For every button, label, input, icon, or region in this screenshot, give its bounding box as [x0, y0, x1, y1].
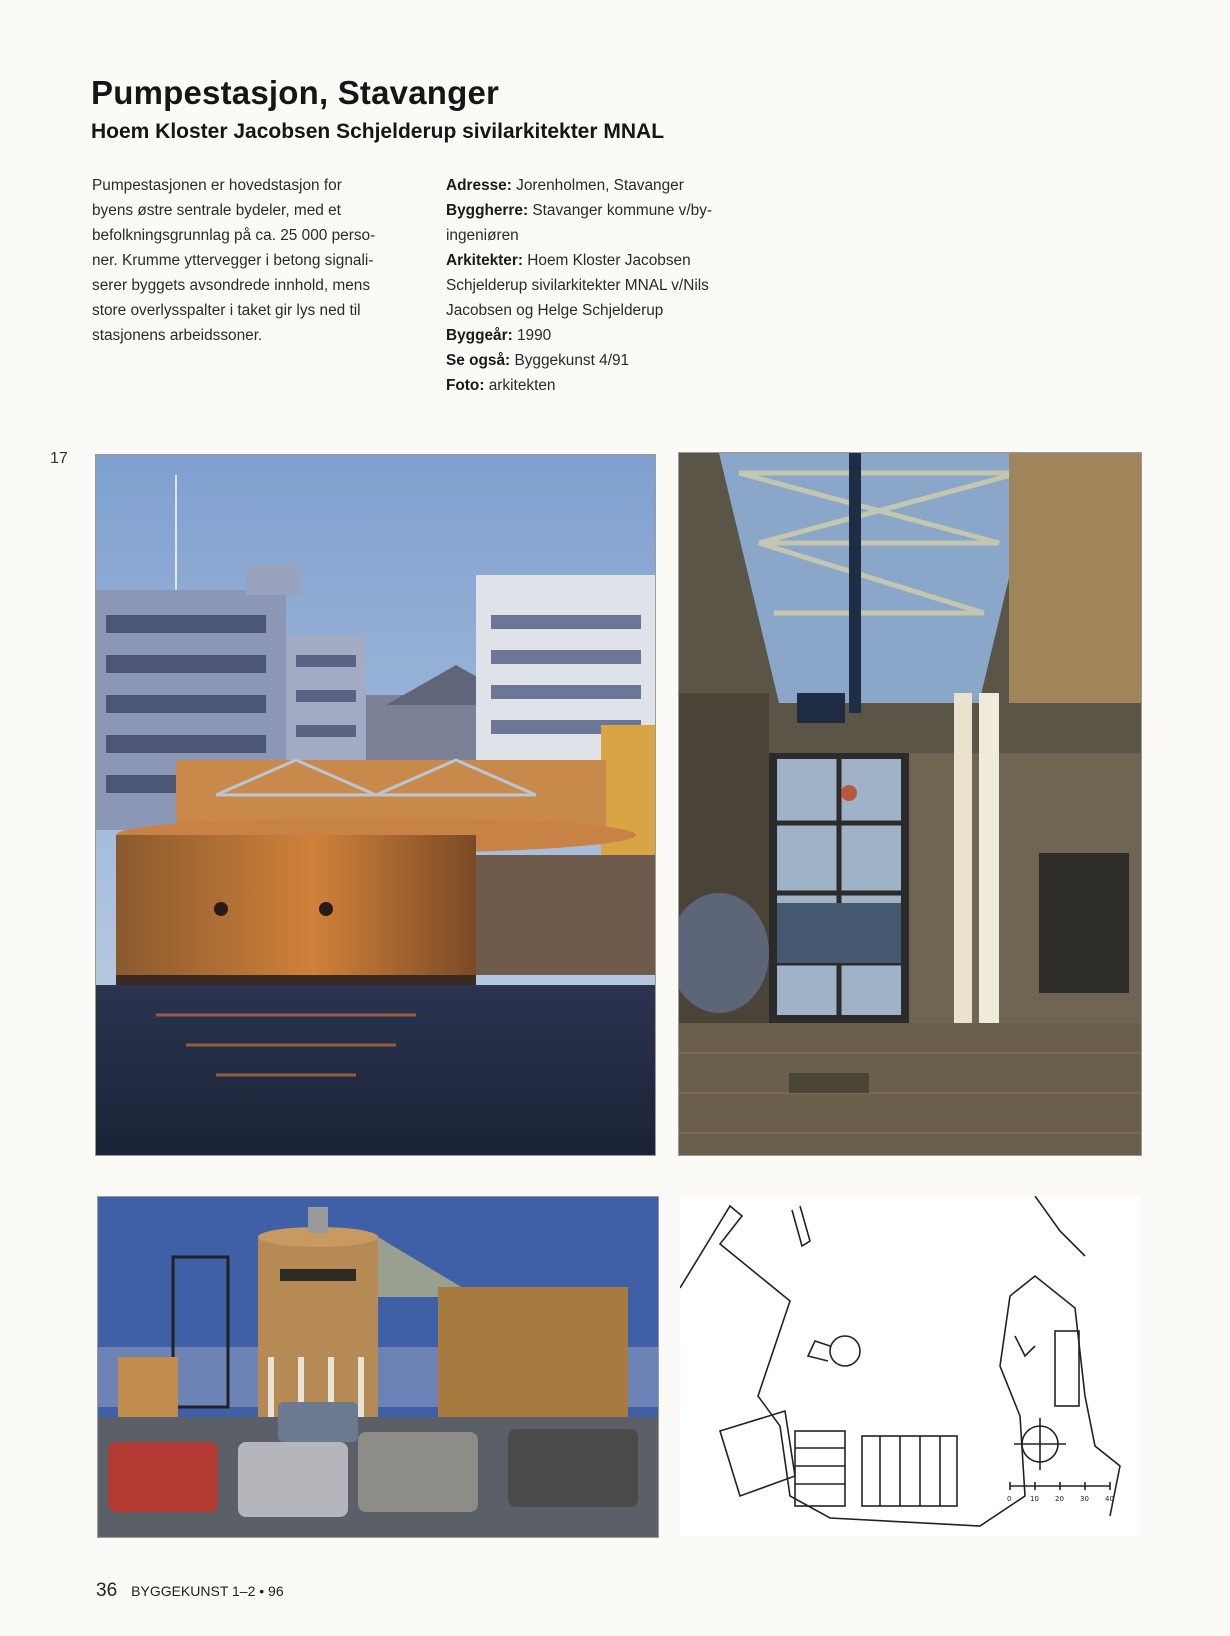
fact-see-also	[446, 348, 766, 373]
fact-address	[446, 173, 766, 198]
site-plan-svg	[680, 1196, 1140, 1536]
page-number: 36	[96, 1580, 118, 1601]
fact-client-cont: ingeniøren	[446, 227, 519, 244]
fact-value: Stavanger kommune v/by-	[532, 202, 713, 219]
fact-label: Foto:	[446, 377, 485, 394]
scale-label: 10	[1030, 1495, 1039, 1503]
fact-label: Arkitekter:	[446, 252, 523, 269]
fact-value: arkitekten	[488, 377, 556, 394]
intro-text	[92, 173, 422, 348]
fact-value: Jorenholmen, Stavanger	[516, 177, 684, 194]
publication-name: BYGGEKUNST 1–2 • 96	[131, 1583, 284, 1599]
intro-line: befolkningsgrunnlag på ca. 25 000 perso-	[92, 227, 376, 244]
fact-architects	[446, 248, 766, 273]
intro-line: byens østre sentrale bydeler, med et	[92, 202, 341, 219]
fact-label: Se også:	[446, 352, 511, 369]
page-footer	[96, 1580, 284, 1602]
intro-line: ner. Krumme yttervegger i betong signali-	[92, 252, 374, 269]
fact-architects-cont: Jacobsen og Helge Schjelderup	[446, 302, 664, 319]
intro-line: Pumpestasjonen er hovedstasjon for	[92, 177, 342, 194]
photo-exterior-waterfront	[95, 454, 656, 1156]
fact-label: Byggherre:	[446, 202, 529, 219]
photo-interior-hall-image	[679, 453, 1141, 1155]
intro-line: store overlysspalter i taket gir lys ned til	[92, 302, 361, 319]
scale-label: 40	[1105, 1495, 1114, 1503]
photo-interior-hall	[678, 452, 1142, 1156]
fact-year	[446, 323, 766, 348]
fact-label: Adresse:	[446, 177, 512, 194]
scale-label: 20	[1055, 1495, 1064, 1503]
figure-number: 17	[50, 450, 68, 467]
fact-label: Byggeår:	[446, 327, 513, 344]
photo-exterior-parking-image	[98, 1197, 658, 1537]
fact-photo	[446, 373, 766, 398]
page-title: Pumpestasjon, Stavanger	[91, 74, 500, 111]
fact-value: Hoem Kloster Jacobsen	[527, 252, 691, 269]
site-plan-drawing	[680, 1196, 1140, 1536]
page-subtitle: Hoem Kloster Jacobsen Schjelderup sivilarkitekter MNAL	[91, 120, 665, 143]
intro-line: stasjonens arbeidssoner.	[92, 327, 263, 344]
scale-label: 30	[1080, 1495, 1089, 1503]
fact-client	[446, 198, 766, 223]
fact-architects-cont: Schjelderup sivilarkitekter MNAL v/Nils	[446, 277, 709, 294]
intro-line: serer byggets avsondrede innhold, mens	[92, 277, 371, 294]
photo-exterior-waterfront-image	[96, 455, 655, 1155]
fact-value: Byggekunst 4/91	[514, 352, 630, 369]
project-facts	[446, 173, 766, 398]
scale-label: 0	[1007, 1495, 1012, 1503]
photo-exterior-parking	[97, 1196, 659, 1538]
fact-value: 1990	[517, 327, 552, 344]
